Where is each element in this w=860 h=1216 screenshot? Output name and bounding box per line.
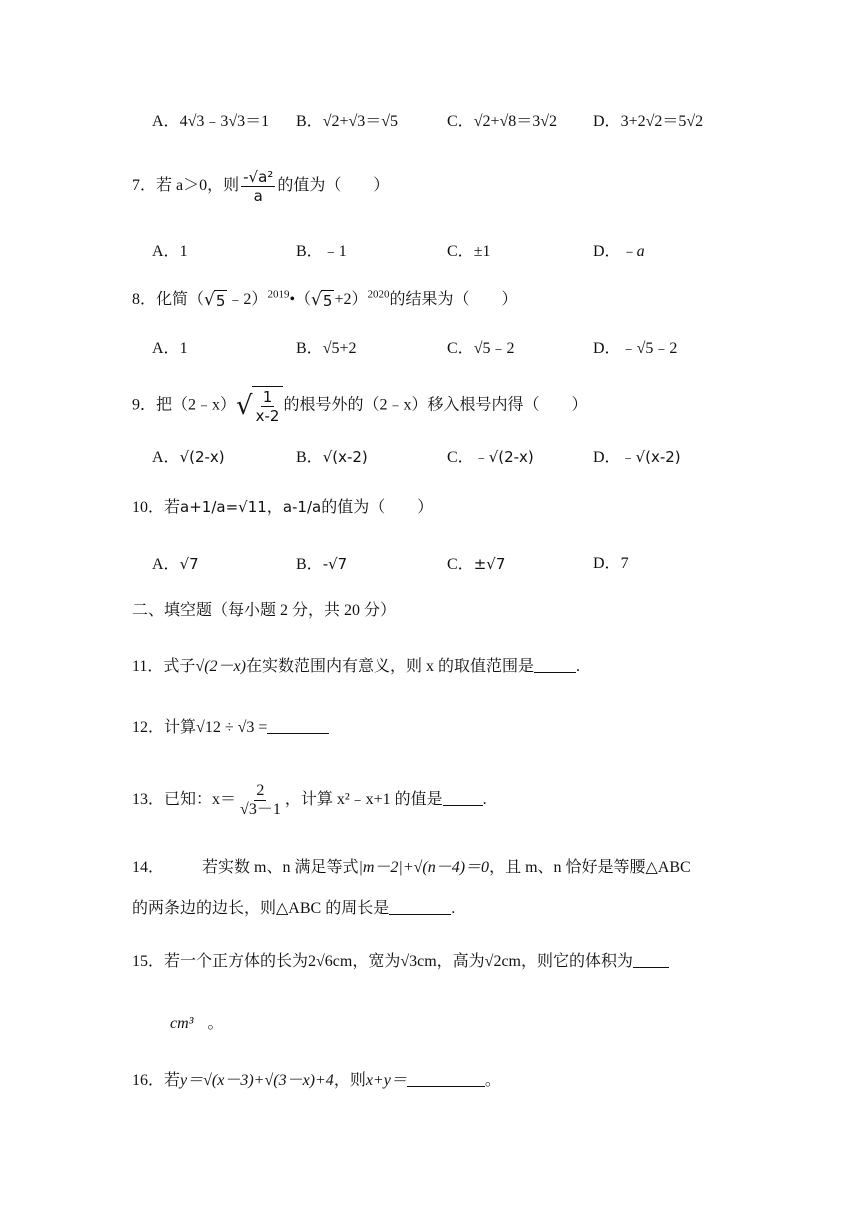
option-label: B． [296,449,323,466]
q6-option-a [152,111,269,133]
question-text: 若 [164,499,181,516]
option-text: 1 [179,243,188,260]
q6-option-b [296,111,398,133]
question-number: 12． [132,719,165,736]
option-text: 4√3﹣3√3＝1 [179,113,270,130]
option-label: B． [296,556,323,573]
target-expression: a-1/a [282,498,322,516]
condition-expression: a+1/a=√11 [180,498,267,516]
option-label: C． [447,340,474,357]
sqrt-5: √ 5 [311,290,333,311]
section-2-heading: 二、填空题（每小题 2 分，共 20 分） [132,602,397,619]
question-15 [132,951,669,973]
expression: |m－2|+√(n－4)＝0 [358,859,490,876]
q7-option-d [593,241,645,263]
option-text: √2+√8＝3√2 [473,113,558,130]
question-number: 13． [132,791,165,809]
option-text: 3+2√2＝5√2 [620,113,704,130]
question-12 [132,717,329,739]
question-text: ， [266,499,283,516]
option-label: D． [593,243,621,260]
question-text: •（ [289,291,312,308]
option-label: C． [447,113,474,130]
question-7 [132,168,389,205]
question-number: 14． [132,859,165,876]
question-text: +2） [334,291,368,308]
fraction [241,168,275,205]
answer-blank[interactable] [407,1070,485,1087]
fraction-numerator: -√a² [243,168,274,186]
question-14-line-2 [132,898,455,920]
question-text: 若一个正方体的长为2√6cm，宽为√3cm，高为√2cm，则它的体积为 [164,953,634,970]
sqrt-fraction: √ $\frac{1}{x-2}$ [236,386,283,426]
answer-blank[interactable] [633,951,669,968]
question-text: 的值为（ ） [321,499,434,516]
option-label: A． [152,113,180,130]
option-label: B． [296,113,323,130]
q10-option-c [447,553,505,576]
question-number: 8． [132,291,157,308]
fraction [254,388,282,425]
expression: y＝√(x－3)+√(3－x)+4 [180,1072,334,1089]
question-number: 9． [132,396,157,414]
option-text: ﹣√(x-2) [620,448,681,466]
fraction-numerator: 2 [256,782,265,799]
option-label: A． [152,340,180,357]
option-text: √5﹣2 [473,340,515,357]
punctuation: 。 [484,1072,501,1089]
question-number: 16． [132,1072,165,1089]
question-text: 式子 [163,658,196,675]
q8-option-c [447,338,514,360]
q9-option-b [296,446,368,469]
question-text: 的结果为（ ） [389,291,518,308]
option-text: 7 [620,555,629,572]
punctuation: 。 [207,1015,224,1032]
answer-blank[interactable] [267,717,329,734]
option-label: C． [447,556,474,573]
question-10 [132,496,433,519]
option-label: A． [152,243,180,260]
option-text: ﹣√5﹣2 [620,340,678,357]
q8-option-b [296,338,357,360]
exponent: 2019 [267,288,290,301]
fraction [238,782,283,819]
q9-option-d [593,446,681,469]
question-text: 若 a＞0，则 [156,177,240,195]
option-text: ±1 [473,243,491,260]
option-text: ﹣√(2-x) [473,448,534,466]
option-label: B． [296,340,323,357]
exponent: 2020 [367,288,390,301]
punctuation: . [451,900,456,917]
option-label: A． [152,449,180,466]
q9-option-a [152,446,225,469]
option-text: √5+2 [322,340,357,357]
option-text: 1 [179,340,188,357]
q7-option-b [296,241,347,263]
fraction-denominator: a [253,187,263,205]
fraction-denominator: √3－1 [240,801,281,818]
option-label: D． [593,555,621,572]
question-text: ，计算 x²﹣x+1 的值是 [284,791,443,809]
option-text: -√7 [322,555,348,573]
question-text: 在实数范围内有意义，则 x 的取值范围是 [245,658,534,675]
question-number: 10． [132,499,165,516]
question-text: 若 [164,1072,181,1089]
q6-option-c [447,111,557,133]
option-text: √7 [179,555,199,573]
question-text: ，则 [333,1072,366,1089]
question-16 [132,1070,501,1092]
question-number: 15． [132,953,165,970]
question-text: 化简（ [156,291,205,308]
question-text: 的根号外的（2﹣x）移入根号内得（ ） [283,396,588,414]
answer-blank[interactable] [389,898,451,915]
question-8 [132,289,517,311]
question-13 [132,782,487,819]
question-text: 的值为（ ） [277,177,390,195]
q10-option-d [593,553,629,575]
punctuation: . [482,791,487,809]
question-text: 的两条边的边长，则△ABC 的周长是 [132,900,390,917]
option-text: ﹣a [620,243,645,260]
fraction-numerator: 1 [262,388,273,406]
q9-option-c [447,446,534,469]
q10-option-a [152,553,199,576]
punctuation: . [576,658,580,675]
option-text: √(2-x) [179,448,225,466]
question-text: 若实数 m、n 满足等式 [202,859,359,876]
option-label: C． [447,243,474,260]
option-text: √2+√3＝√5 [322,113,399,130]
option-label: D． [593,113,621,130]
question-text: 已知：x＝ [164,791,237,809]
question-14 [132,857,691,879]
question-text: 把（2﹣x） [156,396,237,414]
option-text: ±√7 [473,555,506,573]
q8-option-a [152,338,188,360]
option-label: D． [593,340,621,357]
answer-blank[interactable] [534,656,576,673]
q7-option-c [447,241,490,263]
fraction-denominator: x-2 [255,407,280,425]
question-text: 计算 [164,719,197,736]
question-number: 7． [132,177,157,195]
question-9 [132,386,587,426]
question-number: 11． [132,658,164,675]
answer-blank[interactable] [443,789,483,806]
option-label: C． [447,449,474,466]
sqrt-5: √ 5 [204,290,226,311]
option-label: A． [152,556,180,573]
option-label: B． [296,243,323,260]
question-15-unit-line [170,1013,223,1035]
question-text: ﹣2） [227,291,268,308]
expression: x+y＝ [365,1072,407,1089]
option-text: √(x-2) [322,448,368,466]
q6-option-d [593,111,703,133]
option-text: ﹣1 [322,243,347,260]
option-label: D． [593,449,621,466]
q7-option-a [152,241,188,263]
q8-option-d [593,338,677,360]
expression: √12 ÷ √3 = [196,719,268,736]
question-text: ，且 m、n 恰好是等腰△ABC [489,859,691,876]
unit: cm³ [170,1015,194,1032]
expression: √(2－x) [195,658,246,675]
q10-option-b [296,553,347,576]
question-11 [132,656,580,678]
